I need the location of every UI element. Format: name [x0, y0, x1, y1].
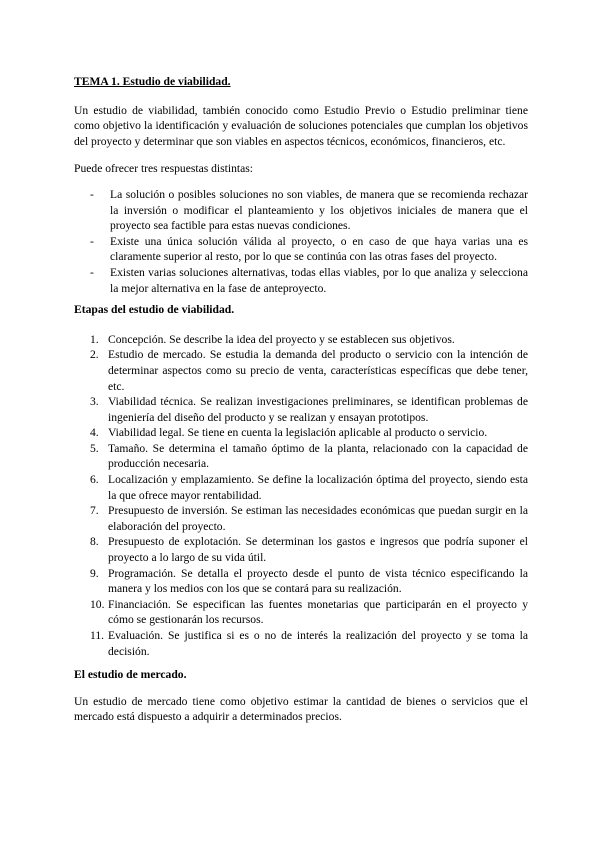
intro-paragraph: Un estudio de viabilidad, también conocido como Estudio Previo o Estudio preliminar tiene como objetivo la identificación y evaluación de soluciones potenciales que cumplan los objetivos del proyecto y determinar que son viables en aspectos técnicos, económicos, financieros, etc. — [74, 103, 528, 148]
responses-intro: Puede ofrecer tres respuestas distintas: — [74, 162, 254, 176]
item-text: Estudio de mercado. Se estudia la demanda del producto o servicio con la intención de determinar aspectos como su precio de venta, características específicas que debe tener, etc. — [108, 348, 528, 393]
item-text: Presupuesto de explotación. Se determinan los gastos e ingresos que podría suponer el proyecto a lo largo de su vida útil. — [108, 535, 528, 565]
item-text: Financiación. Se especifican las fuentes monetarias que participarán en el proyecto y cómo se gestionarán los recursos. — [108, 597, 528, 627]
item-number: 4. — [90, 426, 99, 440]
list-item — [74, 472, 528, 503]
item-text: Localización y emplazamiento. Se define la localización óptima del proyecto, siendo esta la que ofrece mayor rentabilidad. — [108, 473, 528, 502]
list-item: - La solución o posibles soluciones no son viables, de manera que se recomienda rechazar la inversión o modificar el planteamiento y los objetivos iniciales de manera que el proyecto sea factible para estas nuevas condiciones. — [74, 187, 528, 234]
item-text: Presupuesto de inversión. Se estiman las necesidades económicas que puedan surgir en la elaboración del proyecto. — [108, 504, 528, 533]
item-number: 1. — [90, 332, 99, 346]
item-text: Tamaño. Se determina el tamaño óptimo de la planta, relacionado con la capacidad de producción necesaria. — [108, 441, 528, 471]
list-item — [74, 597, 528, 628]
item-number: 3. — [90, 395, 99, 409]
item-number: 6. — [90, 473, 99, 487]
list-item — [74, 566, 528, 597]
item-text: Programación. Se detalla el proyecto desde el punto de vista técnico especificando la manera y los medios con los que se contará para su realización. — [108, 566, 528, 596]
item-text: Evaluación. Se justifica si es o no de interés la realización del proyecto y se toma la decisión. — [108, 629, 528, 658]
list-item — [74, 347, 528, 394]
list-item — [74, 394, 528, 425]
item-number: 11. — [90, 629, 105, 642]
item-number: 7. — [90, 504, 99, 518]
item-text: Concepción. Se describe la idea del proyecto y se establecen sus objetivos. — [108, 332, 455, 346]
stages-list — [74, 332, 528, 659]
document-body — [74, 74, 528, 737]
page-title: TEMA 1. Estudio de viabilidad. — [74, 75, 231, 88]
list-item: - Existen varias soluciones alternativas, todas ellas viables, por lo que analiza y selecciona la mejor alternativa en la fase de anteproyecto. — [74, 265, 528, 296]
market-heading: El estudio de mercado. — [74, 668, 187, 682]
list-item — [74, 441, 528, 472]
item-number: 9. — [90, 566, 99, 580]
item-number: 5. — [90, 441, 99, 455]
item-number: 8. — [90, 535, 99, 549]
list-item — [74, 332, 528, 348]
list-item — [74, 503, 528, 534]
item-text: Viabilidad legal. Se tiene en cuenta la legislación aplicable al producto o servicio. — [108, 426, 488, 440]
item-text: Viabilidad técnica. Se realizan investigaciones preliminares, se identifican problemas de ingeniería del diseño del producto y se realizan y ensayan prototipos. — [108, 395, 528, 424]
stages-heading: Etapas del estudio de viabilidad. — [74, 303, 235, 317]
item-number: 2. — [90, 348, 99, 362]
item-number: 10. — [90, 597, 105, 611]
list-item — [74, 628, 528, 659]
list-item: - Existe una única solución válida al proyecto, o en caso de que haya varias una es claramente superior al resto, por lo que se continúa con las otras fases del proyecto. — [74, 234, 528, 265]
list-item — [74, 534, 528, 565]
list-item — [74, 425, 528, 441]
responses-list — [74, 187, 528, 296]
market-paragraph: Un estudio de mercado tiene como objetivo estimar la cantidad de bienes o servicios que el mercado está dispuesto a adquirir a determinados precios. — [74, 694, 528, 724]
